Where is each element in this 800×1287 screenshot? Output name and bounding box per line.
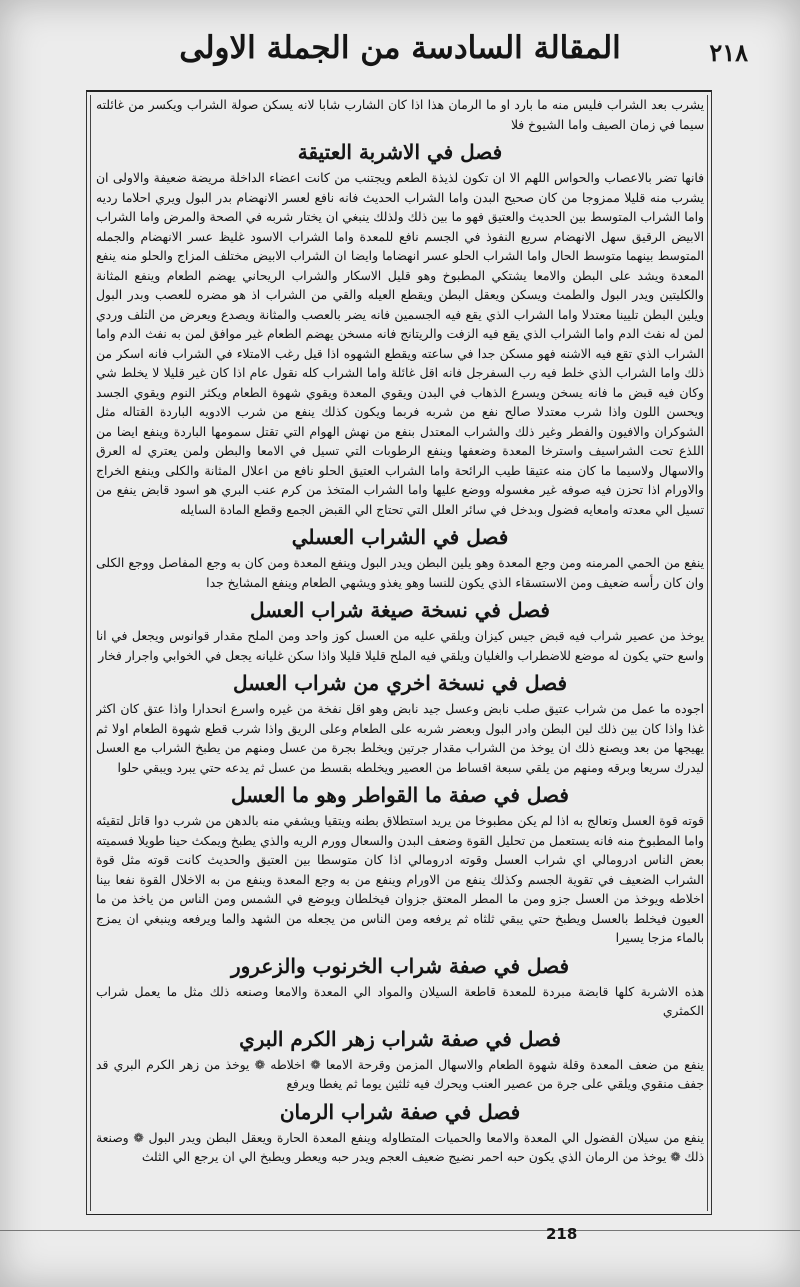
- heading-wild-vine: فصل في صفة شراب زهر الكرم البري: [239, 1026, 561, 1051]
- paragraph-intro: يشرب بعد الشراب فليس منه ما بارد او ما الرمان هذا اذا كان الشارب شابا لانه يسكن صولة الشراب ويكسر من غائلته سيما في زمان الصيف واما الشيوخ فلا: [96, 98, 704, 132]
- page-title: المقالة السادسة من الجملة الاولى: [179, 30, 621, 66]
- paragraph-honey-recipe: يوخذ من عصير شراب فيه قبض جيس كيزان ويلقي عليه من العسل كوز واحد ومن الملح مقدار قوانوس ويجعل في انا واسع حتي يكون له موضع للاضطراب والغليان ويلقي فيه الملح قليلا قليلا واذا سكن غليانه يجعل في الخوابي واجرار فخار: [96, 629, 704, 663]
- paragraph-wild-vine: ينفع من ضعف المعدة وقلة شهوة الطعام والاسهال المزمن وقرحة الامعا ❁ اخلاطه ❁ يوخذ من زهر الكرم البري قد جفف منقوي ويلقي على جرة من عصير العنب ويحرك فيه ثلثين يوما ثم يغطا ويرفع: [96, 1057, 704, 1091]
- page-footer: [0, 1225, 800, 1261]
- heading-hydromel: فصل في صفة ما القواطر وهو ما العسل: [231, 783, 569, 807]
- paragraph-pomegranate: ينفع من سيلان الفضول الي المعدة والامعا والحميات المتطاوله وينفع المعدة الحارة ويعقل البطن ويدر البول ❁ وصنعة ذلك ❁ يوخذ من الرمان الذي يكون حبه احمر نضيج ضعيف العجم ويدر حبه ويعطر ويطبخ الي ان يرجع الي الثلث: [96, 1130, 704, 1164]
- page-header: [0, 28, 800, 78]
- paragraph-hydromel: قوته قوة العسل وتعالج به اذا لم يكن مطبوخا من يريد استطلاق بطنه ويتقيا ويشفي منه بالدهن من شرب دوا قاتل لتقيئه واما المطبوخ منه فانه يستعمل من تحليل القوة وضعف البدن والسعال وورم الريه والذي يطبخ ويمكث حينا طويلا فسميته بعض الناس ادرومالي اي شراب العسل وقوته ادرومالي اذا كان متوسطا بين العتيق والحديث كانت قوته مثل قوة الشراب الضعيف في تقوية الجسم وكذلك ينفع من الاورام وينفع من به وجع المعدة وينفع من به الاخلال القوة نفعا بينا اخلاطه ويوخذ من العسل جزو ومن ما المطر المعتق جزوان فيخلطان ويوضع في الشمس ومن الناس من ياخذ من ما العيون فيخلط بالعسل ويطبخ حتي يبقي ثلثاه ثم يرفعه ومن الناس من يجعله من الشهد والما ويرفعه وينبغي ان يمزج بالماء مزجا يسيرا: [96, 814, 704, 945]
- paragraph-honey-recipe-alt: اجوده ما عمل من شراب عتيق صلب نابض وعسل جيد نابض وهو اقل نفخة من غيره واسرع انحدارا واذا عتق كان اكثر غذا واذا كان بين ذلك لين البطن وادر البول وبعضر شربه على الطعام وعلى الريق واذا شرب قطع شهوة الطعام اولا ثم يهيجها من بعد ويصنع ذلك ان يوخذ من الشراب مقدار جرتين ويخلط بجرة من عسل ومنهم من يطبخ الشراب مع العسل ليدرك سريعا وبرقه ومنهم من يلقي سبعة اقساط من العصير ويخلطه بقسط من عسل ثم يدعه حتي يبرد ويبقي حلوا: [96, 702, 704, 775]
- heading-old-drinks: فصل في الاشربة العتيقة: [297, 140, 503, 164]
- page-number-bottom: 218: [546, 1225, 578, 1243]
- text-body: [96, 96, 704, 1207]
- heading-carob: فصل في صفة شراب الخرنوب والزعرور: [230, 953, 570, 978]
- heading-pomegranate: فصل في صفة شراب الرمان: [279, 1099, 521, 1124]
- paragraph-carob: هذه الاشربة كلها قابضة مبردة للمعدة قاطعة السيلان والمواد الي المعدة والامعا وصنعه ذلك مثل ما يعمل شراب الكمثري: [96, 984, 704, 1018]
- heading-honey-wine: فصل في الشراب العسلي: [291, 525, 509, 549]
- paragraph-old-drinks: فانها تضر بالاعصاب والحواس اللهم الا ان تكون لذيذة الطعم ويجتنب من كانت اعضاء الداخلة مريضة ضعيفة والاولى ان يشرب منه قليلا ممزوجا من كان صحيح البدن واما الشراب الحديث فانه نافع لعسر الانهضام بدر البول ويري احلاما رديه واما الشراب المتوسط بين الحديث والعتيق فهو ما بين ذلك ولذلك ينبغي ان يختار شربه في الصحة والمرض واما الشراب الابيض الرقيق سهل الانهضام سريع النفوذ في الجسم نافع للمعدة واما الشراب الاسود غليظ عسر الانهضام والجمله المتوسط بينهما متوسط الحال واما الشراب الحلو عسر انهضاما وايضا ان الشراب الابيض مختلف المزاج والحلو منه ينفع المعدة ويشد على البطن والامعا يشتكي المطبوخ وهو قليل الاسكار والشراب الريحاني يهضم الطعام وينفع المثانة والكليتين ويدر البول والطمث ويسكن ويعقل البطن ويقطع العيله والقي من الشراب اذ هو مضره للعصب وبدر البول ويلين البطن تليينا معتدلا واما الشراب الذي يقع فيه الجسمين فانه يضر بالعصب والمثانة ويصدع ويعرض من التلف وردي لمن له نفث الدم واما الشراب الذي يقع فيه الزفت والريتانج فانه مسخن يهضم الطعام غير موافق لمن به نفث الدم واما الشراب الذي تقع فيه الاشنه فهو مسكن جدا في ساعته ويقطع الشهوه اذا قيل رغب الامتلاء في الشراب فانه اسكر من ذلك واما الشراب الذي خلط فيه رب السفرجل فانه اقل غائلة واما الشراب كله نقول عام اذا كان غير قليلا لا يخلط شي وكان فيه قبض ما فانه يسخن ويسرع الذهاب في البدن ويقوي المعدة ويقوي شهوة الطعام ويكثر النوم ويقوي الجسد ويحسن اللون واذا شرب معتدلا صالح نفع من شربه فربما ويكون كذلك ينفع من شرب الادويه الباردة القتاله مثل الشوكران والافيون والفطر وغير ذلك والشراب المعتدل بنفع من نهش الهوام التي تقتل سمومها الباردة وينفع ايضا من اللذع تحت الشراسيف واسترخا المعدة وضعفها وينفع الرطوبات التي تسيل في الامعا والبطن ولمن يعتري له العرق والاسهال ولاسيما ما كان منه عتيقا طيب الرائحة واما الشراب العتيق الحلو نافع من اعلال المثانة والكلى وينفع الخراج والاورام اذا تحزن فيه صوفه غير مغسوله ووضع عليها واما الشراب المتخذ من كرم عنب البري هو اسود قابض ينفع من تسيل الي معدته وامعايه فضول وبدخل في سائر العلل التي تحتاج الي القبض الجمع وقطع المادة السايله: [96, 171, 704, 517]
- page-number-top: ٢١٨: [709, 38, 748, 67]
- paragraph-honey-wine: ينفع من الحمي المرمنه ومن وجع المعدة وهو يلين البطن ويدر البول وينفع المعدة ومن كان به وجع المفاصل ووجع الكلى وان كان رأسه ضعيف ومن الاستسقاء الذي يكون للنسا وهو يغذو ويشهي الطعام وينفع المشايخ جدا: [96, 556, 704, 590]
- heading-honey-recipe-alt: فصل في نسخة اخري من شراب العسل: [232, 671, 568, 695]
- heading-honey-recipe: فصل في نسخة صيغة شراب العسل: [250, 598, 550, 622]
